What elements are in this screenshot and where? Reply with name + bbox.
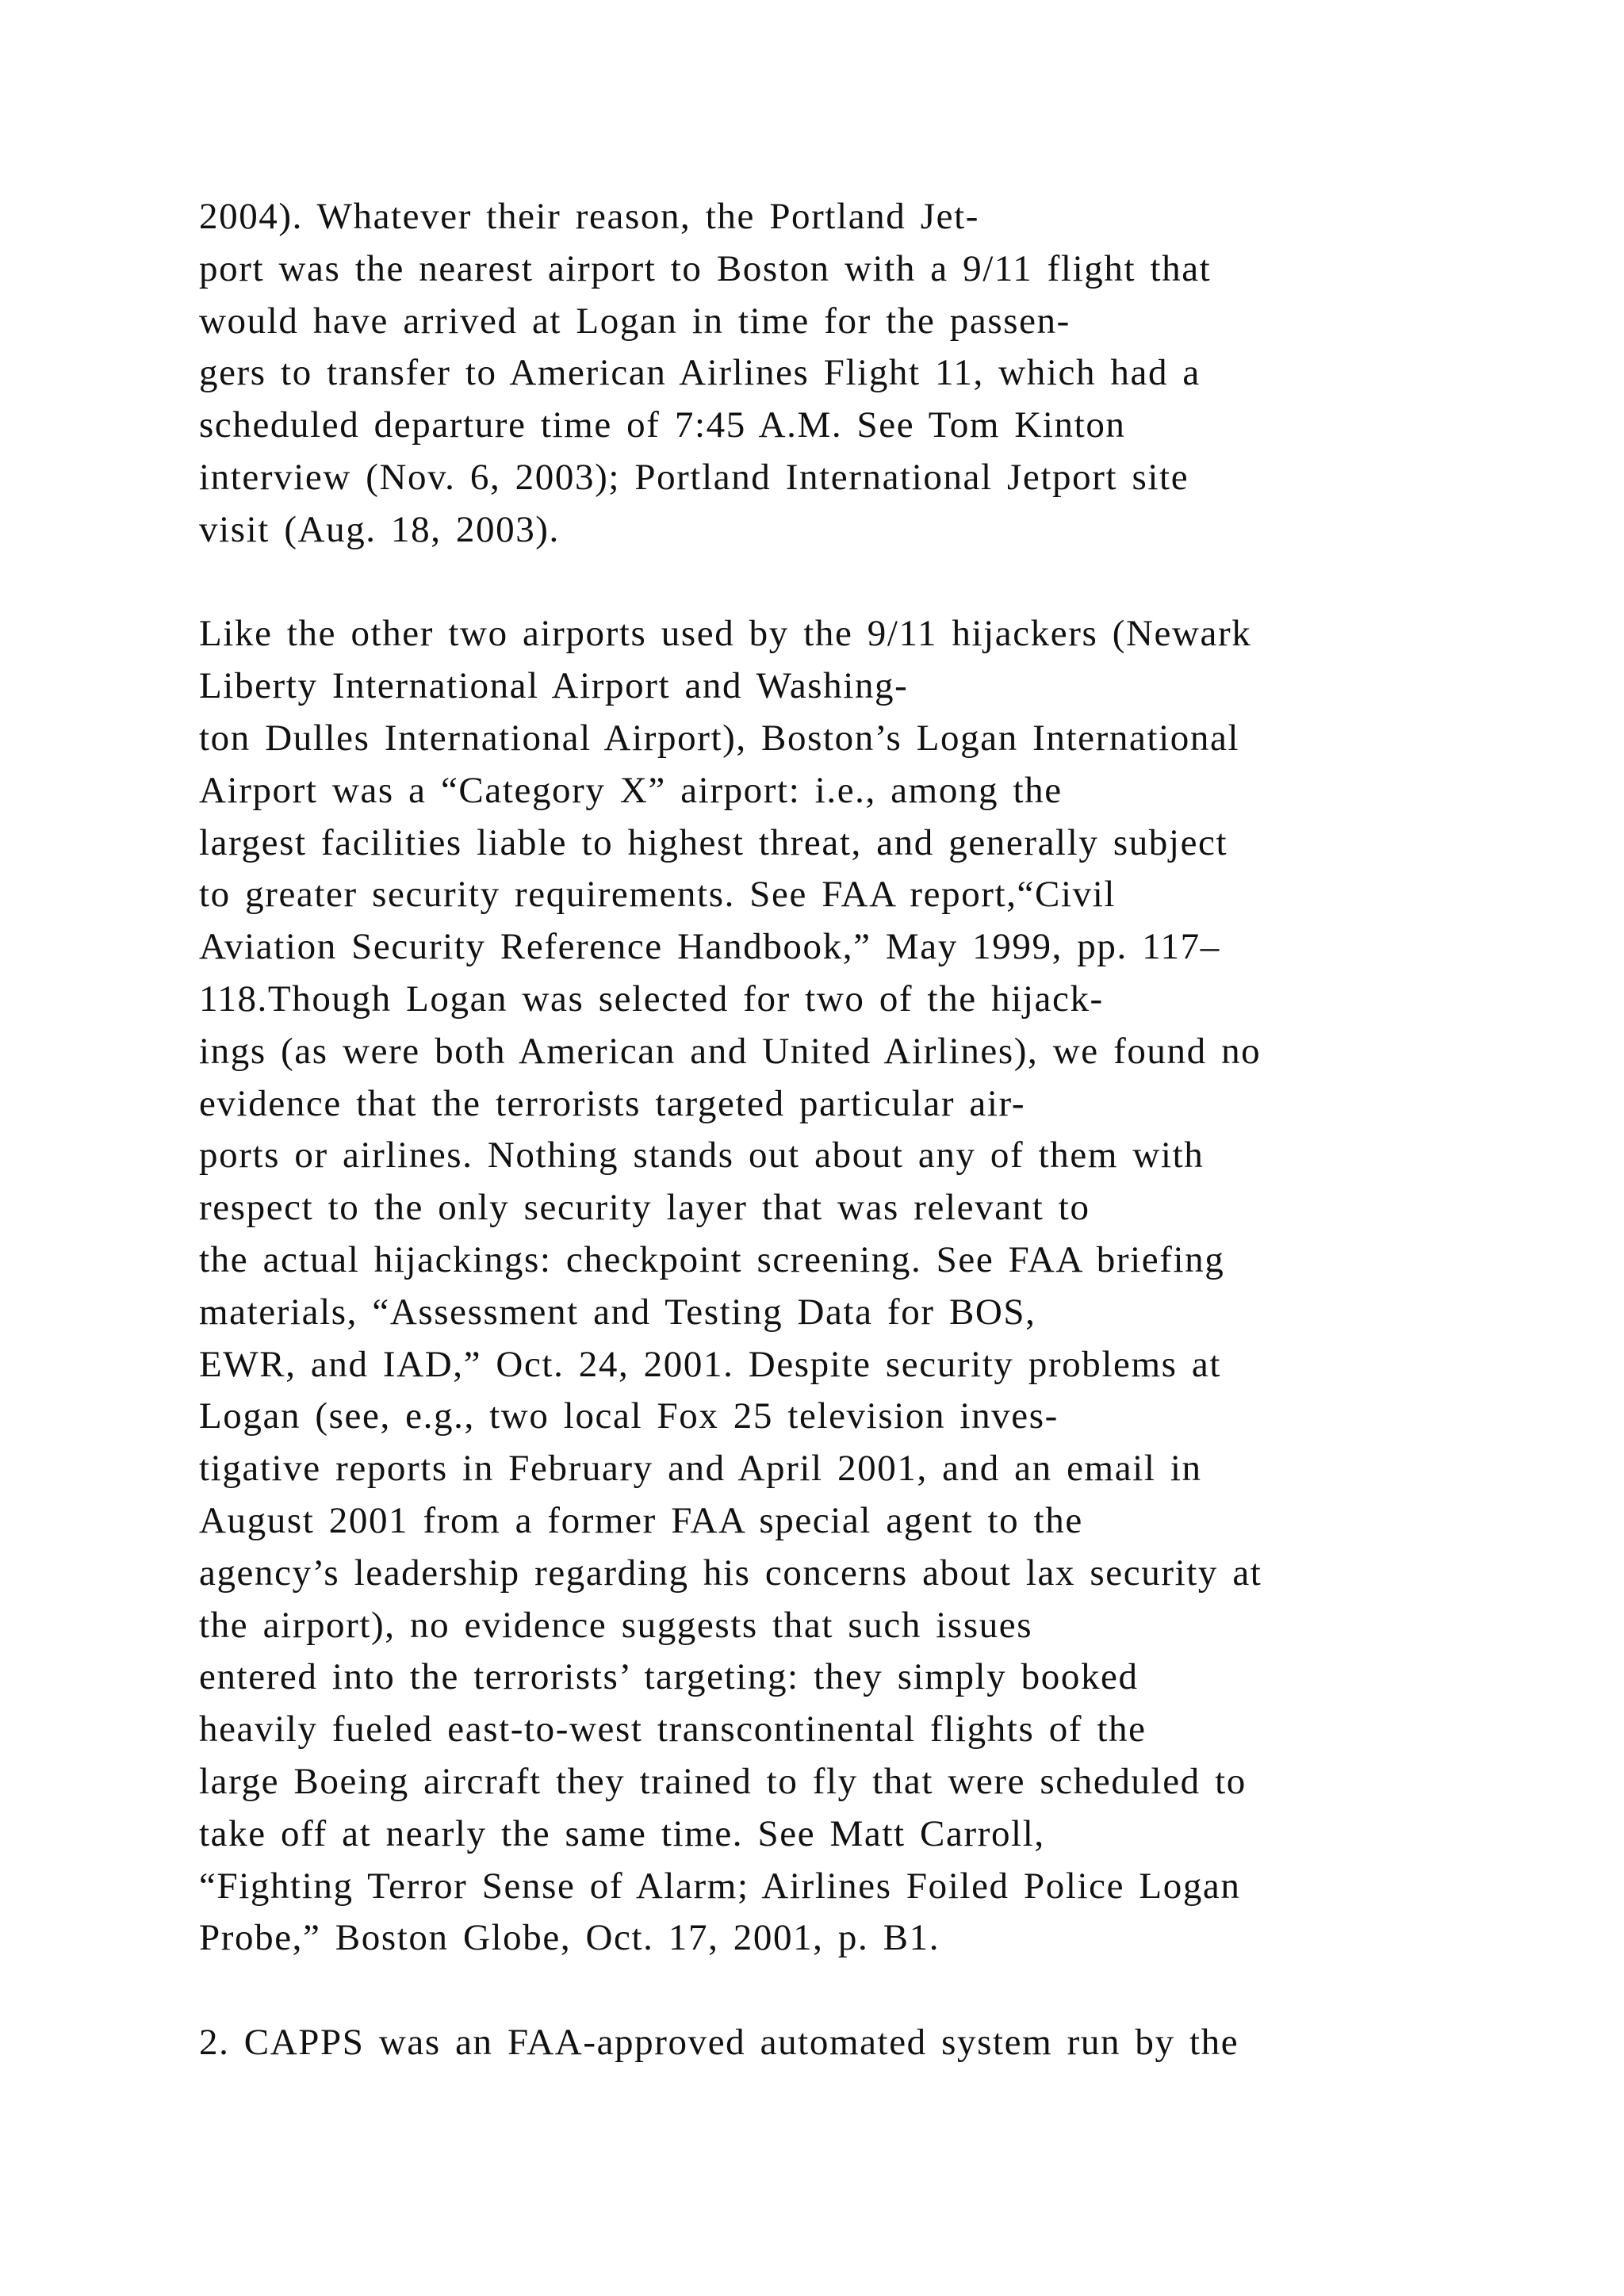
text-line: Probe,” Boston Globe, Oct. 17, 2001, p. B1. (199, 1917, 940, 1959)
text-line: Aviation Security Reference Handbook,” May 1999, pp. 117– (199, 926, 1220, 968)
text-line: ings (as were both American and United Airlines), we found no (199, 1030, 1262, 1072)
text-line: August 2001 from a former FAA special agent to the (199, 1500, 1083, 1541)
text-line: largest facilities liable to highest threat, and generally subject (199, 821, 1228, 863)
text-line: port was the nearest airport to Boston with a 9/11 flight that (199, 247, 1212, 289)
text-line: respect to the only security layer that was relevant to (199, 1187, 1090, 1229)
text-line: large Boeing aircraft they trained to fly that were scheduled to (199, 1761, 1247, 1802)
text-line: EWR, and IAD,” Oct. 24, 2001. Despite security problems at (199, 1343, 1222, 1385)
text-line: entered into the terrorists’ targeting: they simply booked (199, 1656, 1139, 1698)
text-line: Logan (see, e.g., two local Fox 25 television inves- (199, 1395, 1059, 1437)
text-line: heavily fueled east-to-west transcontinental flights of the (199, 1709, 1147, 1751)
text-line: gers to transfer to American Airlines Flight 11, which had a (199, 352, 1201, 394)
text-line: 118.Though Logan was selected for two of the hijack- (199, 978, 1104, 1020)
text-line: “Fighting Terror Sense of Alarm; Airlines Foiled Police Logan (199, 1865, 1241, 1907)
text-line: agency’s leadership regarding his concerns about lax security at (199, 1552, 1262, 1594)
text-line: tigative reports in February and April 2001, and an email in (199, 1448, 1202, 1490)
text-line: scheduled departure time of 7:45 A.M. See Tom Kinton (199, 404, 1126, 446)
text-line: Liberty International Airport and Washing- (199, 665, 909, 707)
text-line: 2. CAPPS was an FAA-approved automated system run by the (199, 2022, 1239, 2063)
text-line: the actual hijackings: checkpoint screening. See FAA briefing (199, 1239, 1225, 1280)
text-line: the airport), no evidence suggests that such issues (199, 1604, 1033, 1646)
text-line: would have arrived at Logan in time for the passen- (199, 300, 1071, 342)
text-line: visit (Aug. 18, 2003). (199, 508, 560, 550)
text-line: materials, “Assessment and Testing Data for BOS, (199, 1291, 1036, 1333)
text-line: interview (Nov. 6, 2003); Portland International Jetport site (199, 457, 1189, 498)
text-line: take off at nearly the same time. See Matt Carroll, (199, 1812, 1045, 1854)
text-line: to greater security requirements. See FAA report,“Civil (199, 874, 1116, 916)
text-line: ton Dulles International Airport), Boston’s Logan International (199, 718, 1240, 759)
text-line: ports or airlines. Nothing stands out about any of them with (199, 1135, 1205, 1177)
text-line: Airport was a “Category X” airport: i.e., among the (199, 769, 1063, 811)
text-line: evidence that the terrorists targeted particular air- (199, 1082, 1026, 1124)
text-line: Like the other two airports used by the 9/11 hijackers (Newark (199, 613, 1252, 655)
text-line: 2004). Whatever their reason, the Portland Jet- (199, 196, 979, 237)
